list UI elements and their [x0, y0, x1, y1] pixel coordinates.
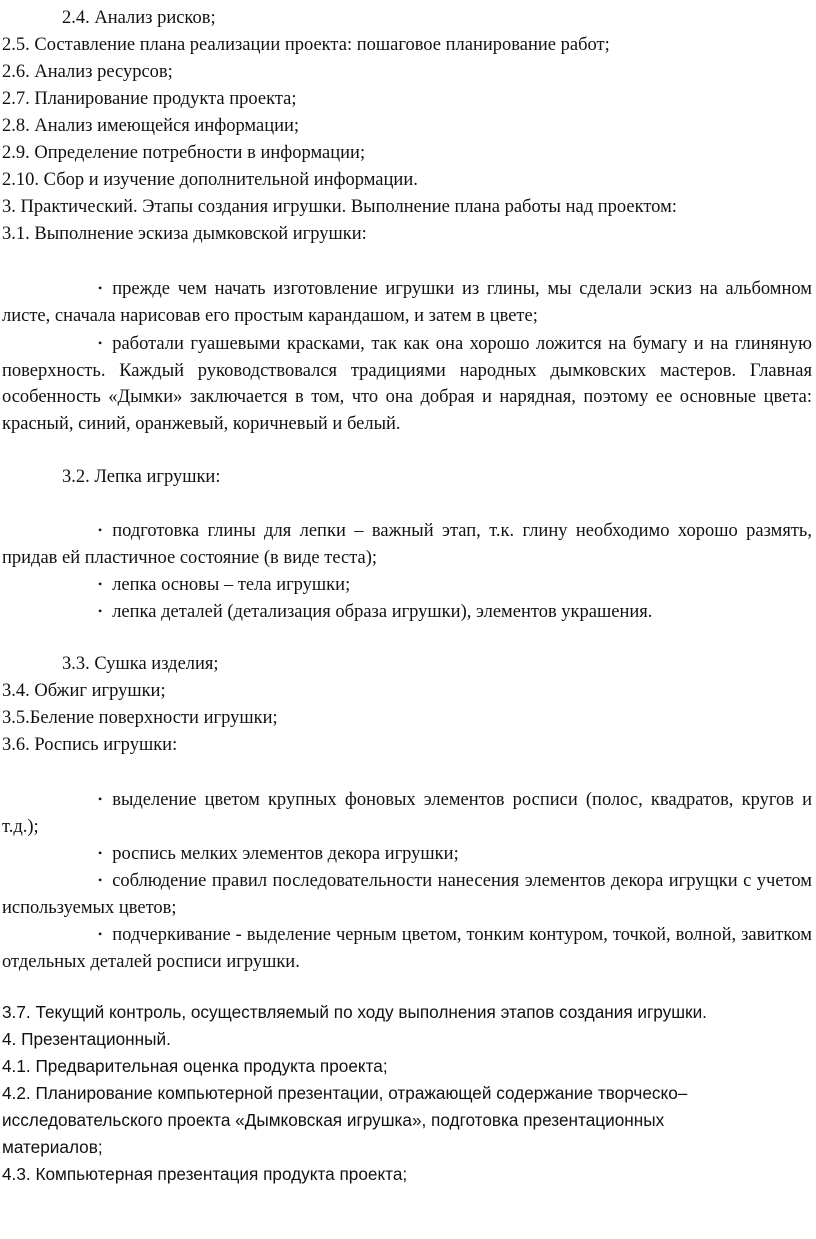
bullet-icon: • — [98, 523, 103, 537]
bullet-text: подготовка глины для лепки – важный этап, т.к. глину необходимо хорошо размять, придав ей пластичное состояние (в виде теста); — [2, 521, 812, 568]
bullet-text: выделение цветом крупных фоновых элементов росписи (полос, квадратов, кругов и т.д.); — [2, 790, 812, 837]
bullet-item — [2, 517, 812, 571]
item-2-7: 2.7. Планирование продукта проекта; — [2, 89, 297, 109]
item-3-4: 3.4. Обжиг игрушки; — [2, 681, 166, 701]
item-4-2-line3: материалов; — [2, 1137, 103, 1157]
bullet-text: лепка деталей (детализация образа игрушки), элементов украшения. — [112, 602, 653, 622]
bullet-item — [2, 921, 812, 975]
item-3-5: 3.5.Беление поверхности игрушки; — [2, 708, 278, 728]
bullet-icon: • — [98, 792, 103, 806]
item-3-1: 3.1. Выполнение эскиза дымковской игрушки: — [2, 224, 367, 244]
item-2-4: 2.4. Анализ рисков; — [62, 8, 216, 28]
bullet-text: соблюдение правил последовательности нанесения элементов декора игрущки с учетом используемых цветов; — [2, 871, 812, 918]
bullet-text: работали гуашевыми красками, так как она хорошо ложится на бумагу и на глиняную поверхность. Каждый руководствовался традициями народных дымковских мастеров. Главная особенность «Дымки» заключается в том, что она добрая и нарядная, поэтому ее основные цвета: красный, синий, оранжевый, коричневый и белый. — [2, 334, 812, 434]
item-3-2: 3.2. Лепка игрушки: — [62, 467, 221, 487]
bullet-icon: • — [98, 281, 103, 295]
bullet-item — [2, 840, 812, 868]
item-4-2-line1: 4.2. Планирование компьютерной презентации, отражающей содержание творческо– — [2, 1083, 688, 1103]
bullet-text: прежде чем начать изготовление игрушки из глины, мы сделали эскиз на альбомном листе, сначала нарисовав его простым карандашом, и затем в цвете; — [2, 279, 812, 326]
bullet-text: лепка основы – тела игрушки; — [112, 575, 351, 595]
bullet-item — [2, 571, 812, 599]
bullet-item — [2, 786, 812, 840]
item-4-1: 4.1. Предварительная оценка продукта проекта; — [2, 1056, 388, 1076]
bullet-icon: • — [98, 604, 103, 618]
item-2-10: 2.10. Сбор и изучение дополнительной информации. — [2, 170, 418, 190]
bullet-icon: • — [98, 336, 103, 350]
item-3-7: 3.7. Текущий контроль, осуществляемый по ходу выполнения этапов создания игрушки. — [2, 1002, 707, 1022]
bullet-item — [2, 867, 812, 921]
item-4: 4. Презентационный. — [2, 1029, 171, 1049]
bullet-item — [2, 275, 812, 329]
item-3-6: 3.6. Роспись игрушки: — [2, 735, 178, 755]
bullet-icon: • — [98, 873, 103, 887]
item-2-8: 2.8. Анализ имеющейся информации; — [2, 116, 300, 136]
item-4-2-line2: исследовательского проекта «Дымковская игрушка», подготовка презентационных — [2, 1110, 665, 1130]
bullet-item — [2, 598, 812, 626]
item-3-3: 3.3. Сушка изделия; — [62, 654, 219, 674]
item-2-9: 2.9. Определение потребности в информации; — [2, 143, 366, 163]
item-4-3: 4.3. Компьютерная презентация продукта проекта; — [2, 1164, 408, 1184]
bullet-icon: • — [98, 846, 103, 860]
bullet-icon: • — [98, 927, 103, 941]
item-2-5: 2.5. Составление плана реализации проекта: пошаговое планирование работ; — [2, 35, 610, 55]
item-2-6: 2.6. Анализ ресурсов; — [2, 62, 173, 82]
bullet-icon: • — [98, 577, 103, 591]
bullet-text: подчеркивание - выделение черным цветом, тонким контуром, точкой, волной, завитком отдельных деталей росписи игрушки. — [2, 925, 812, 972]
bullet-item — [2, 330, 812, 437]
bullet-text: роспись мелких элементов декора игрушки; — [112, 844, 459, 864]
item-3-practical: 3. Практический. Этапы создания игрушки. Выполнение плана работы над проектом: — [2, 197, 677, 217]
